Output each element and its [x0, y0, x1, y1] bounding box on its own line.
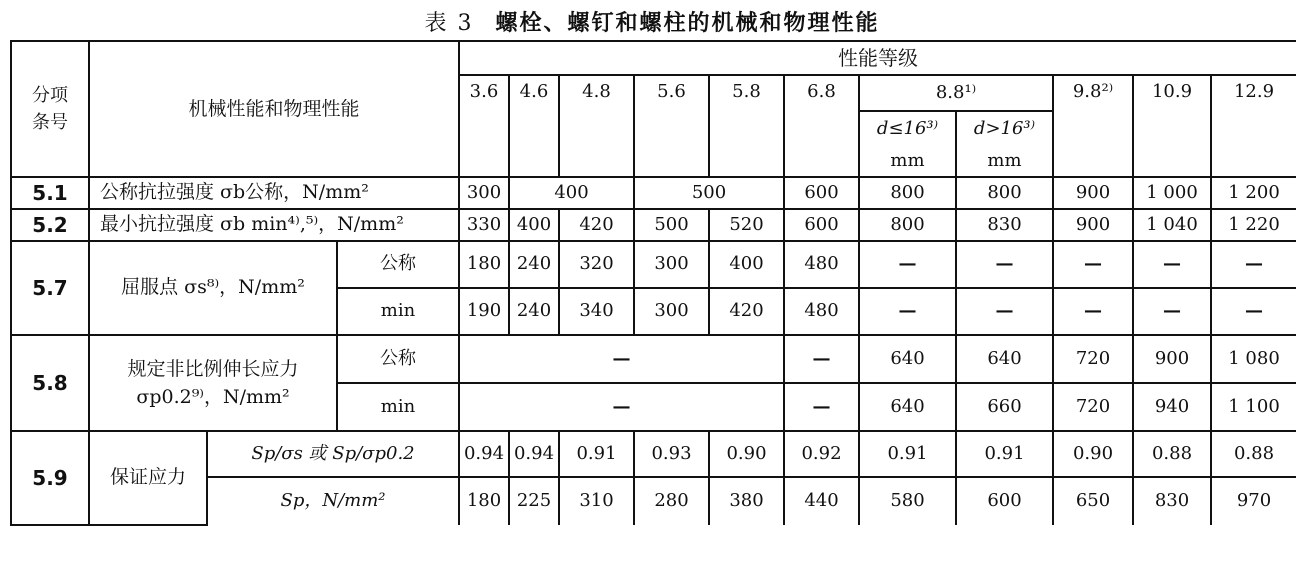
section-number: 5.1: [11, 177, 89, 209]
value-cell: —: [1211, 288, 1296, 335]
value-cell: 1 080: [1211, 335, 1296, 383]
value-cell: 310: [559, 477, 634, 525]
value-cell: 340: [559, 288, 634, 335]
value-cell: 0.93: [634, 431, 709, 477]
table-caption: [0, 6, 1304, 37]
value-cell: 300: [459, 177, 509, 209]
section-number: 5.9: [11, 431, 89, 525]
row-5-2: [11, 209, 1296, 241]
value-cell: 900: [1133, 335, 1211, 383]
property-label: 屈服点 σs⁸⁾，N/mm²: [89, 241, 337, 335]
value-cell: —: [1053, 241, 1133, 288]
row-5-9-ratio: [11, 431, 1296, 477]
grade-9-8: 9.8²⁾: [1053, 75, 1133, 177]
sub-label: 公称: [337, 241, 459, 288]
grade-8-8: 8.8¹⁾: [859, 75, 1053, 111]
value-cell: 380: [709, 477, 784, 525]
table-frame: [10, 40, 1296, 570]
value-cell: 420: [559, 209, 634, 241]
value-cell: 520: [709, 209, 784, 241]
value-cell: 500: [634, 177, 784, 209]
value-cell: 0.88: [1133, 431, 1211, 477]
value-cell: 180: [459, 241, 509, 288]
property-label: 公称抗拉强度 σb公称，N/mm²: [89, 177, 459, 209]
value-cell: 0.88: [1211, 431, 1296, 477]
value-cell: 0.90: [1053, 431, 1133, 477]
value-cell: 400: [509, 177, 634, 209]
value-cell: 0.94: [459, 431, 509, 477]
value-cell: —: [956, 288, 1053, 335]
section-number: 5.2: [11, 209, 89, 241]
value-cell: —: [859, 241, 956, 288]
value-cell: 600: [784, 209, 859, 241]
grade-8-8-small-d: d≤16³⁾: [859, 111, 956, 147]
value-cell: 830: [956, 209, 1053, 241]
value-cell: —: [1211, 241, 1296, 288]
value-cell: 1 040: [1133, 209, 1211, 241]
value-cell: 0.94: [509, 431, 559, 477]
header-section-number: 分项 条号: [11, 41, 89, 177]
grade-5-6: 5.6: [634, 75, 709, 177]
value-cell: 800: [859, 209, 956, 241]
value-cell: 400: [709, 241, 784, 288]
property-label: [89, 335, 337, 431]
value-cell: 0.91: [859, 431, 956, 477]
sub-label: min: [337, 383, 459, 431]
grade-3-6: 3.6: [459, 75, 509, 177]
value-cell: 830: [1133, 477, 1211, 525]
value-cell: 400: [509, 209, 559, 241]
unit-mm-large-d: mm: [956, 147, 1053, 177]
value-cell: 300: [634, 241, 709, 288]
table-title: 螺栓、螺钉和螺柱的机械和物理性能: [495, 10, 880, 36]
row-5-7-nominal: [11, 241, 1296, 288]
value-cell: —: [459, 335, 784, 383]
value-cell: 480: [784, 241, 859, 288]
value-cell: 0.91: [559, 431, 634, 477]
value-cell: —: [784, 335, 859, 383]
value-cell: 0.91: [956, 431, 1053, 477]
grade-6-8: 6.8: [784, 75, 859, 177]
property-label: 保证应力: [89, 431, 207, 525]
value-cell: 190: [459, 288, 509, 335]
property-label-line2: σp0.2⁹⁾，N/mm²: [136, 386, 290, 408]
value-cell: 280: [634, 477, 709, 525]
value-cell: 240: [509, 288, 559, 335]
grade-4-8: 4.8: [559, 75, 634, 177]
unit-mm-small-d: mm: [859, 147, 956, 177]
header-grade-group: 性能等级: [459, 41, 1296, 75]
value-cell: 180: [459, 477, 509, 525]
property-label-line1: 规定非比例伸长应力: [127, 357, 299, 380]
sub-label: Sp/σs 或 Sp/σp0.2: [207, 431, 459, 477]
grade-10-9: 10.9: [1133, 75, 1211, 177]
value-cell: 940: [1133, 383, 1211, 431]
sub-label: 公称: [337, 335, 459, 383]
value-cell: 240: [509, 241, 559, 288]
value-cell: —: [1133, 241, 1211, 288]
value-cell: 1 220: [1211, 209, 1296, 241]
value-cell: 800: [859, 177, 956, 209]
value-cell: 650: [1053, 477, 1133, 525]
value-cell: 600: [784, 177, 859, 209]
value-cell: —: [1133, 288, 1211, 335]
value-cell: 640: [859, 383, 956, 431]
value-cell: 660: [956, 383, 1053, 431]
value-cell: 500: [634, 209, 709, 241]
grade-5-8: 5.8: [709, 75, 784, 177]
value-cell: 1 100: [1211, 383, 1296, 431]
value-cell: —: [1053, 288, 1133, 335]
value-cell: —: [459, 383, 784, 431]
value-cell: 0.90: [709, 431, 784, 477]
row-5-1: [11, 177, 1296, 209]
value-cell: 1 000: [1133, 177, 1211, 209]
value-cell: 420: [709, 288, 784, 335]
value-cell: 1 200: [1211, 177, 1296, 209]
value-cell: 225: [509, 477, 559, 525]
grade-12-9: 12.9: [1211, 75, 1296, 177]
value-cell: 970: [1211, 477, 1296, 525]
section-number: 5.8: [11, 335, 89, 431]
value-cell: 0.92: [784, 431, 859, 477]
grade-8-8-large-d: d>16³⁾: [956, 111, 1053, 147]
properties-table: [10, 40, 1296, 526]
sub-label: Sp，N/mm²: [207, 477, 459, 525]
value-cell: 900: [1053, 209, 1133, 241]
value-cell: 600: [956, 477, 1053, 525]
row-5-8-nominal: [11, 335, 1296, 383]
grade-4-6: 4.6: [509, 75, 559, 177]
value-cell: 320: [559, 241, 634, 288]
value-cell: 800: [956, 177, 1053, 209]
value-cell: —: [956, 241, 1053, 288]
value-cell: 440: [784, 477, 859, 525]
value-cell: —: [784, 383, 859, 431]
value-cell: 900: [1053, 177, 1133, 209]
property-label: 最小抗拉强度 σb min⁴⁾,⁵⁾，N/mm²: [89, 209, 459, 241]
value-cell: —: [859, 288, 956, 335]
value-cell: 300: [634, 288, 709, 335]
value-cell: 330: [459, 209, 509, 241]
sub-label: min: [337, 288, 459, 335]
table-number: 表 3: [424, 11, 474, 36]
value-cell: 640: [956, 335, 1053, 383]
section-number: 5.7: [11, 241, 89, 335]
header-property: 机械性能和物理性能: [89, 41, 459, 177]
value-cell: 720: [1053, 335, 1133, 383]
value-cell: 720: [1053, 383, 1133, 431]
value-cell: 480: [784, 288, 859, 335]
value-cell: 580: [859, 477, 956, 525]
value-cell: 640: [859, 335, 956, 383]
